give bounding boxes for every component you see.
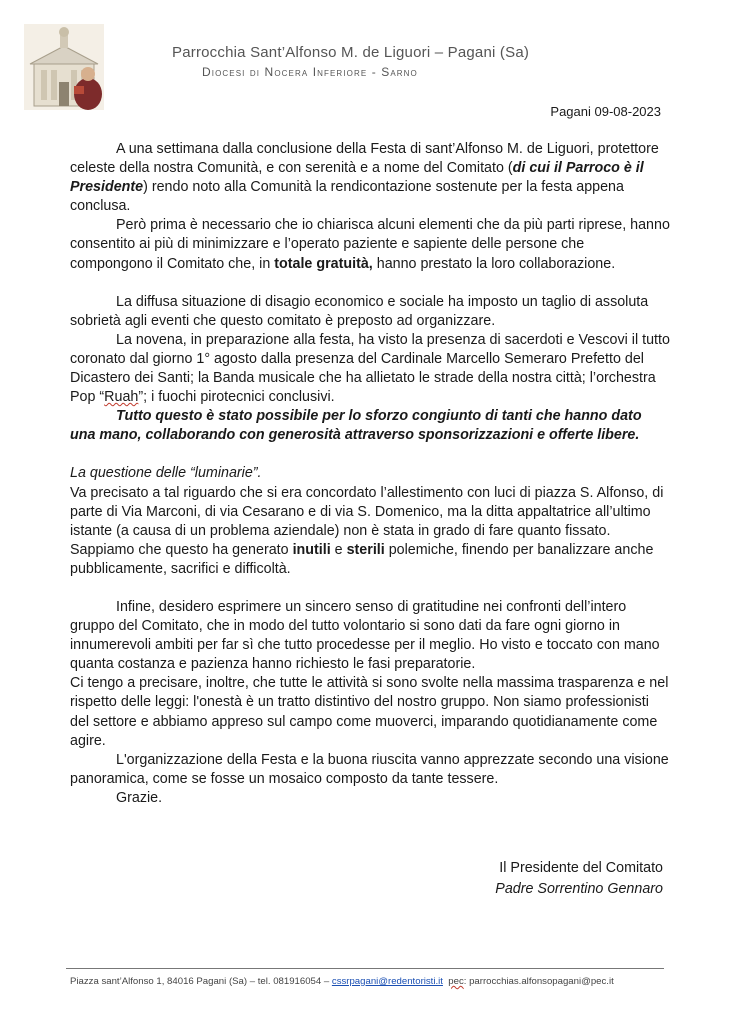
paragraph-thanks: Grazie. <box>116 789 163 806</box>
signature-role: Il Presidente del Comitato <box>499 860 663 876</box>
paragraph-4: La novena, in preparazione alla festa, ha visto la presenza di sacerdoti e Vescovi il tutto coronato dal giorno 1° agosto dalla presenza del Cardinale Marcello Semeraro Prefetto del Dicastero dei Santi; la Banda musicale che ha allietato le strade della nostra città; l’orchestra Pop “Ruah”; i fuochi pirotecnici conclusivi. <box>70 331 670 406</box>
diocese-name: Diocesi di Nocera Inferiore - Sarno <box>202 65 418 79</box>
paragraph-10: Ci tengo a precisare, inoltre, che tutte le attività si sono svolte nella massima trasparenza e nel rispetto delle leggi: l'onestà è un tratto distintivo del nostro gruppo. Non siamo professionisti del settore e abbiamo appreso sul campo come muoverci, imparando quotidianamente come agire. <box>70 675 669 749</box>
paragraph-1: A una settimana dalla conclusione della Festa di sant’Alfonso M. de Liguori, protettore celeste della nostra Comunità, e con serenità e a nome del Comitato (di cui il Parroco è il Presidente) rendo noto alla Comunità la rendicontazione sostenute per la festa appena conclusa. <box>70 141 659 215</box>
signature-block <box>495 858 663 900</box>
emphasis-president: di cui il Parroco è il Presidente <box>70 160 644 196</box>
footer-contacts: Piazza sant’Alfonso 1, 84016 Pagani (Sa) – tel. 081916054 – cssrpagani@redentoristi.it pec: parrocchias.alfonsopagani@pec.it <box>70 976 614 987</box>
paragraph-8: Sappiamo che questo ha generato inutili e sterili polemiche, finendo per banalizzare anche pubblicamente, sacrifici e difficoltà. <box>70 541 654 577</box>
section-heading-luminarie: La questione delle “luminarie”. <box>70 465 262 482</box>
letter-body <box>70 140 670 808</box>
paragraph-9: Infine, desidero esprimere un sincero senso di gratitudine nei confronti dell’intero gruppo del Comitato, che in modo del tutto volontario si sono dati da fare ogni giorno in innumerevoli ambiti per far sì che tutto procedesse per il meglio. Ho visto e toccato con mano quanta costanza e pazienza hanno richiesto le fasi preparatorie. <box>70 598 660 673</box>
paragraph-3: La diffusa situazione di disagio economico e sociale ha imposto un taglio di assoluta sobrietà agli eventi che questo comitato è preposto ad organizzare. <box>70 293 649 329</box>
emphasis-gratuita: totale gratuità, <box>274 255 373 272</box>
email-link[interactable]: cssrpagani@redentoristi.it <box>331 976 443 987</box>
ruah-word: Ruah <box>104 389 139 406</box>
paragraph-2: Però prima è necessario che io chiarisca alcuni elementi che da più parti riprese, hanno consentito ai più di minimizzare e l’operato paziente e sapiente delle persone che compongono il Comitato che, in totale gratuità, hanno prestato la loro collaborazione. <box>70 217 670 272</box>
letter-date: Pagani 09-08-2023 <box>550 104 661 119</box>
church-logo-image <box>24 24 104 110</box>
paragraph-5: Tutto questo è stato possibile per lo sforzo congiunto di tanti che hanno dato una mano, collaborando con generosità attraverso sponsorizzazioni e offerte libere. <box>70 408 642 444</box>
parish-name: Parrocchia Sant’Alfonso M. de Liguori – Pagani (Sa) <box>172 44 530 61</box>
footer-divider <box>66 968 664 969</box>
paragraph-7: Va precisato a tal riguardo che si era concordato l’allestimento con luci di piazza S. Alfonso, di parte di Via Marconi, di via Cesarano e di via S. Domenico, ma la ditta appaltatrice all’ultimo istante (a causa di un problema aziendale) non è stata in grado di fare quanto fissato. <box>70 484 664 539</box>
paragraph-11: L'organizzazione della Festa e la buona riuscita vanno apprezzate secondo una visione panoramica, come se fosse un mosaico composto da tante tessere. <box>70 751 669 787</box>
pec-address: : parrocchias.alfonsopagani@pec.it <box>463 976 614 987</box>
pec-label: pec <box>448 976 464 987</box>
signature-name: Padre Sorrentino Gennaro <box>495 881 663 897</box>
